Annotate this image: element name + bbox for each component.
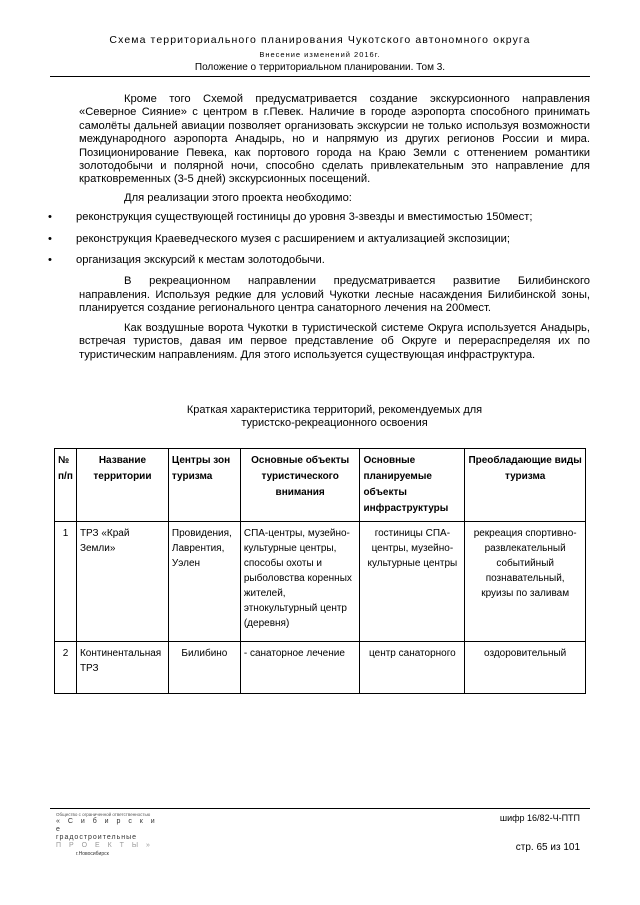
- bullet-icon: •: [48, 211, 52, 224]
- table-row: [55, 522, 586, 642]
- list-item: • организация экскурсий к местам золотодобычи.: [48, 254, 325, 267]
- header-name: Название территории: [76, 449, 168, 522]
- cell-name: Континентальная ТРЗ: [76, 642, 168, 694]
- header-num: № п/п: [55, 449, 77, 522]
- cell-objects: - санаторное лечение: [240, 642, 360, 694]
- company-logo: Общество с ограниченной ответственностью « С и б и р с к и е градостроительные П Р О Е К Т Ы » г.Новосибирск: [56, 812, 158, 857]
- header-centers: Центры зон туризма: [168, 449, 240, 522]
- cell-centers: Билибино: [168, 642, 240, 694]
- body-text: [48, 93, 590, 362]
- footer-divider: [50, 808, 590, 809]
- page-number: стр. 65 из 101: [515, 842, 580, 853]
- table-caption: Краткая характеристика территорий, рекомендуемых для туристско-рекреационного освоения: [186, 404, 483, 429]
- header-divider: [50, 76, 590, 77]
- paragraph-bilibino: В рекреационном направлении предусматривается развитие Билибинского направления. Используя редкие для условий Чукотки лесные насаждения Билибинской зоны, планируется создание регионального центра санаторного лечения на 200мест.: [79, 275, 590, 315]
- cell-types: оздоровительный: [465, 642, 586, 694]
- cell-name: ТРЗ «Край Земли»: [76, 522, 168, 642]
- cell-objects: СПА-центры, музейно-культурные центры, способы охоты и рыболовства коренных жителей, этнокультурный центр (деревня): [240, 522, 360, 642]
- bullet-list: [48, 211, 590, 267]
- header-types: Преобладающие виды туризма: [465, 449, 586, 522]
- cell-infra: центр санаторного: [360, 642, 465, 694]
- cell-num: 1: [55, 522, 77, 642]
- header-objects: Основные объекты туристического внимания: [240, 449, 360, 522]
- document-header-title: Схема территориального планирования Чукотского автономного округа: [109, 34, 531, 46]
- paragraph-severnoe-siyanie: Кроме того Схемой предусматривается создание экскурсионного направления «Северное Сияние» с центром в г.Певек. Наличие в городе аэропорта способного принимать самолёты дальней авиации позволяет организовать экскурсии не только используя возможности международного аэропорта Анадырь, но и напрямую из других регионов России и мира. Позиционирование Певека, как портового города на Краю Земли с оттенением романтики золотодобычи и полярной ночи, способно сделать привлекательным это направление для кратковременных (3-5 дней) экскурсионных посещений.: [79, 93, 590, 186]
- cell-types: рекреация спортивно-развлекательный событийный познавательный, круизы по заливам: [465, 522, 586, 642]
- paragraph-requirements-intro: Для реализации этого проекта необходимо:: [124, 191, 352, 204]
- bullet-icon: •: [48, 254, 52, 267]
- cell-num: 2: [55, 642, 77, 694]
- tourism-territories-table: [54, 448, 586, 694]
- cell-infra: гостиницы СПА-центры, музейно-культурные центры: [360, 522, 465, 642]
- document-header-volume: Положение о территориальном планировании. Том 3.: [194, 62, 446, 73]
- table-header-row: [55, 449, 586, 522]
- list-item: • реконструкция существующей гостиницы до уровня 3-звезды и вместимостью 150мест;: [48, 211, 533, 224]
- cell-centers: Провидения, Лаврентия, Уэлен: [168, 522, 240, 642]
- bullet-icon: •: [48, 232, 52, 245]
- document-header-subtitle: Внесение изменений 2016г.: [259, 50, 381, 59]
- document-cipher: шифр 16/82-Ч-ПТП: [499, 813, 580, 823]
- list-item: • реконструкция Краеведческого музея с расширением и актуализацией экспозиции;: [48, 232, 510, 245]
- paragraph-anadyr: Как воздушные ворота Чукотки в туристической системе Округа используется Анадырь, встречая туристов, давая им первое представление об Округе и перераспределяя их по туристическим направлениям. Для этого используется существующая инфраструктура.: [79, 321, 590, 361]
- header-infra: Основные планируемые объекты инфраструктуры: [360, 449, 465, 522]
- table-row: [55, 642, 586, 694]
